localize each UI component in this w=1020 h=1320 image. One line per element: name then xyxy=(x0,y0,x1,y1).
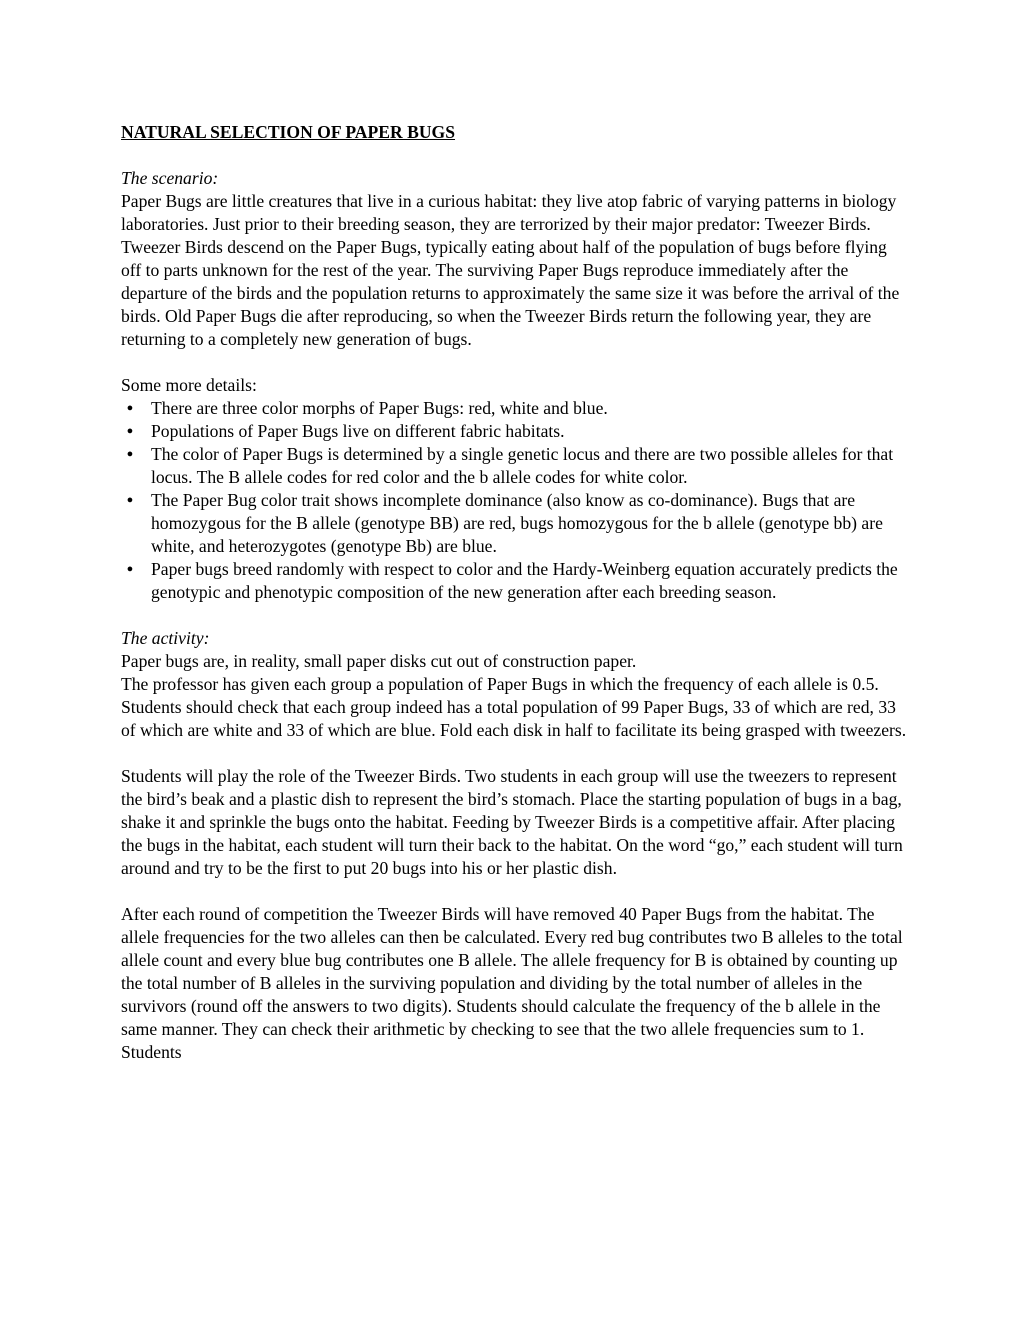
activity-paragraph-1: Paper bugs are, in reality, small paper disks cut out of construction paper. xyxy=(121,651,637,671)
activity-paragraph-2: The professor has given each group a population of Paper Bugs in which the frequency of each allele is 0.5. Students should check that each group indeed has a total population of 99 Paper Bugs, 33 of which are red, 33 of which are white and 33 of which are blue. Fold each disk in half to facilitate its being grasped with tweezers. xyxy=(121,674,907,740)
students-paragraph: Students will play the role of the Tweezer Birds. Two students in each group will use the tweezers to represent the bird’s beak and a plastic dish to represent the bird’s stomach. Place the starting population of bugs in a bag, shake it and sprinkle the bugs onto the habitat. Feeding by Tweezer Birds is a competitive affair. After placing the bugs in the habitat, each student will turn their back to the habitat. On the word “go,” each student will turn around and try to be the first to put 20 bugs into his or her plastic dish. xyxy=(121,766,903,878)
document-title: NATURAL SELECTION OF PAPER BUGS xyxy=(121,122,456,142)
list-item xyxy=(121,443,911,489)
spacer xyxy=(121,351,911,374)
activity-heading: The activity: xyxy=(121,628,210,648)
scenario-paragraph: Paper Bugs are little creatures that live in a curious habitat: they live atop fabric of varying patterns in biology laboratories. Just prior to their breeding season, they are terrorized by their major predator: Tweezer Birds. Tweezer Birds descend on the Paper Bugs, typically eating about half of the population of bugs before flying off to parts unknown for the rest of the year. The surviving Paper Bugs reproduce immediately after the departure of the birds and the population returns to approximately the same size it was before the arrival of the birds. Old Paper Bugs die after reproducing, so when the Tweezer Birds return the following year, they are returning to a completely new generation of bugs. xyxy=(121,191,900,349)
list-item xyxy=(121,420,911,443)
spacer xyxy=(121,144,911,167)
list-item-text: Populations of Paper Bugs live on different fabric habitats. xyxy=(151,421,565,441)
bullet-icon: ● xyxy=(126,402,134,414)
spacer xyxy=(121,742,911,765)
list-item xyxy=(121,558,911,604)
list-item-text: The Paper Bug color trait shows incomplete dominance (also know as co-dominance). Bugs that are homozygous for the B allele (genotype BB) are red, bugs homozygous for the b allele (genotype bb) are white, and heterozygotes (genotype Bb) are blue. xyxy=(151,490,883,556)
details-bullet-list xyxy=(121,397,911,604)
bullet-icon: ● xyxy=(126,563,134,575)
document-page xyxy=(121,121,911,1064)
bullet-icon: ● xyxy=(126,448,134,460)
list-item-text: Paper bugs breed randomly with respect to color and the Hardy-Weinberg equation accurately predicts the genotypic and phenotypic composition of the new generation after each breeding season. xyxy=(151,559,898,602)
allele-frequency-paragraph: After each round of competition the Tweezer Birds will have removed 40 Paper Bugs from the habitat. The allele frequencies for the two alleles can then be calculated. Every red bug contributes two B alleles to the total allele count and every blue bug contributes one B allele. The allele frequency for B is obtained by counting up the total number of B alleles in the surviving population and dividing by the total number of alleles in the survivors (round off the answers to two digits). Students should calculate the frequency of the b allele in the same manner. They can check their arithmetic by checking to see that the two allele frequencies sum to 1. Students xyxy=(121,904,903,1062)
bullet-icon: ● xyxy=(126,425,134,437)
details-heading: Some more details: xyxy=(121,375,257,395)
bullet-icon: ● xyxy=(126,494,134,506)
list-item-text: There are three color morphs of Paper Bugs: red, white and blue. xyxy=(151,398,608,418)
spacer xyxy=(121,604,911,627)
list-item-text: The color of Paper Bugs is determined by a single genetic locus and there are two possible alleles for that locus. The B allele codes for red color and the b allele codes for white color. xyxy=(151,444,894,487)
list-item xyxy=(121,397,911,420)
list-item xyxy=(121,489,911,558)
scenario-heading: The scenario: xyxy=(121,168,219,188)
spacer xyxy=(121,880,911,903)
